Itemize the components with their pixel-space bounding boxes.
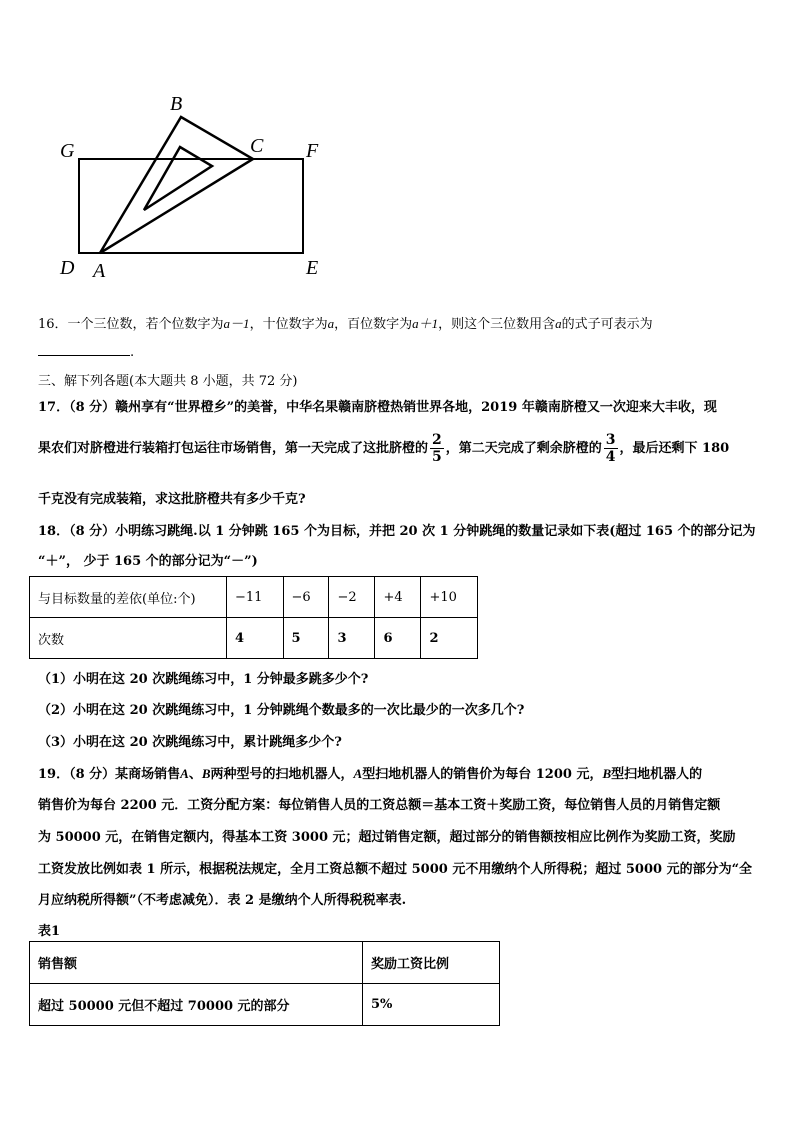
header-ratio: 奖励工资比例 [363,942,500,984]
triangle-inner [144,147,212,210]
question-18-sub3: （3）小明在这 20 次跳绳练习中，累计跳绳多少个? [38,735,342,750]
expr-var: a [555,316,562,331]
expr-units: a－1 [223,316,250,331]
label-f: F [306,140,319,162]
diff-cell: −6 [283,577,329,618]
table1-caption: 表1 [38,924,61,939]
table-row [30,577,478,618]
table-row [30,984,500,1026]
label-d: D [60,257,75,279]
jump-rope-table [29,576,478,659]
diff-cell: +4 [375,577,421,618]
question-17-line1: 17．（8 分）赣州享有“世界橙乡”的美誉，中华名果赣南脐橙热销世界各地，2019 年赣南脐橙又一次迎来大丰收，现 [38,400,717,415]
expr-tens: a [327,316,335,331]
label-b: B [170,93,183,115]
row-header-count: 次数 [30,618,227,659]
row-header-diff: 与目标数量的差依(单位:个) [30,577,227,618]
rectangle-gfed [79,159,303,253]
question-19-line2: 销售价为每台 2200 元．工资分配方案：每位销售人员的工资总额＝基本工资＋奖励工资，每位销售人员的月销售定额 [38,798,721,813]
table-row [30,942,500,984]
question-19-line3: 为 50000 元，在销售定额内，得基本工资 3000 元；超过销售定额，超过部分的销售额按相应比例作为奖励工资，奖励 [38,830,736,845]
label-a: A [93,260,106,282]
geometry-figure [0,80,360,290]
question-18-line1: 18．（8 分）小明练习跳绳.以 1 分钟跳 165 个为目标，并把 20 次 1 分钟跳绳的数量记录如下表(超过 165 个的部分记为 [38,524,756,539]
diff-cell: −2 [329,577,375,618]
count-cell: 6 [375,618,421,659]
question-19-line5: 月应纳税所得额”（不考虑减免）．表 2 是缴纳个人所得税税率表. [38,893,407,908]
fraction-2-5: $\frac{2}{5}$ [432,432,442,465]
label-c: C [250,135,264,157]
table-row [30,618,478,659]
section-3-header: 三、解下列各题(本大题共 8 小题，共 72 分) [38,374,298,389]
expr-hundreds: a＋1 [412,316,439,331]
count-cell: 5 [283,618,329,659]
triangle-outer-abc [100,117,253,253]
question-17-line3: 千克没有完成装箱，求这批脐橙共有多少千克? [38,492,306,507]
question-19-line4: 工资发放比例如表 1 所示，根据税法规定，全月工资总额不超过 5000 元不用缴纳个人所得税；超过 5000 元的部分为“全 [38,862,753,877]
count-cell: 2 [421,618,478,659]
label-g: G [60,140,75,162]
question-18-sub2: （2）小明在这 20 次跳绳练习中，1 分钟跳绳个数最多的一次比最少的一次多几个? [38,703,525,718]
question-16-answer: . [38,343,134,360]
fraction-3-4: $\frac{3}{4}$ [605,432,616,465]
diff-cell: −11 [227,577,284,618]
diff-cell: +10 [421,577,478,618]
reward-ratio-table [29,941,500,1026]
header-sales: 销售额 [30,942,363,984]
answer-blank[interactable] [38,343,130,356]
count-cell: 3 [329,618,375,659]
count-cell: 4 [227,618,284,659]
question-18-line2: “＋”， 少于 165 个的部分记为“－”) [38,554,258,569]
question-19-line1: 19．（8 分）某商场销售A、B两种型号的扫地机器人，A型扫地机器人的销售价为每台 1200 元，B型扫地机器人的 [38,766,703,782]
question-16: 16．一个三位数，若个位数字为a－1，十位数字为a，百位数字为a＋1，则这个三位数用含a的式子可表示为 [38,316,653,332]
ratio-cell: 5% [363,984,500,1026]
question-18-sub1: （1）小明在这 20 次跳绳练习中，1 分钟最多跳多少个? [38,672,369,687]
question-17-line2: 果农们对脐橙进行装箱打包运往市场销售，第一天完成了这批脐橙的 $\frac{2}{5}$ ，第二天完成了剩余脐橙的 $\frac{3}{4}$ ，最后还剩下 180 [38,432,730,465]
label-e: E [306,257,319,279]
sales-range-cell: 超过 50000 元但不超过 70000 元的部分 [30,984,363,1026]
